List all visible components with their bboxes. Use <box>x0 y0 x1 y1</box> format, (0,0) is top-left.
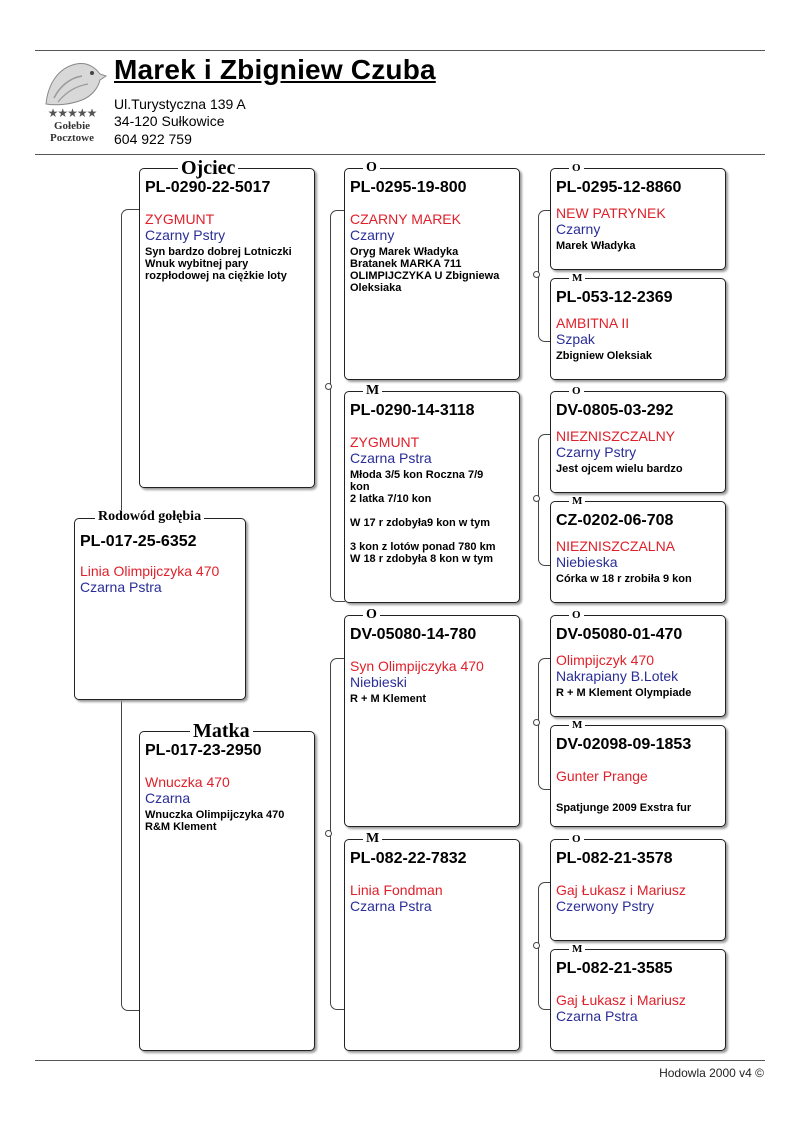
connector-dot <box>325 383 332 390</box>
great-grandparent-card-mff[interactable] <box>550 609 726 717</box>
bird-description: Spatjunge 2009 Exstra fur <box>556 802 692 814</box>
bird-name: Gaj Łukasz i Mariusz <box>556 882 686 898</box>
card-label: Rodowód gołębia <box>95 510 204 524</box>
paternal-grandfather-card[interactable] <box>344 160 520 380</box>
bird-description: Zbigniew Oleksiak <box>556 350 652 362</box>
card-label: M <box>569 720 585 731</box>
bird-description: Oryg Marek Władyka Bratanek MARKA 711 OLIMPIJCZYKA U Zbigniewa Oleksiaka <box>350 246 500 294</box>
card-label: M <box>569 273 585 284</box>
bird-description: Wnuczka Olimpijczyka 470 R&M Klement <box>145 809 285 833</box>
card-label: O <box>569 163 584 174</box>
bird-color: Szpak <box>556 331 595 347</box>
bird-description: Córka w 18 r zrobiła 9 kon <box>556 573 692 585</box>
card-label: O <box>569 386 584 397</box>
card-label: M <box>363 384 382 398</box>
ring-number: PL-017-23-2950 <box>145 742 262 759</box>
ring-number: PL-082-22-7832 <box>350 850 467 867</box>
footer-rule <box>35 1060 765 1061</box>
card-label: Matka <box>190 721 253 741</box>
top-rule <box>35 50 765 51</box>
logo-stars: ★★★★★ <box>47 106 97 120</box>
card-label: O <box>363 608 380 622</box>
header-rule <box>35 154 765 155</box>
bird-color: Czarna Pstra <box>350 450 432 466</box>
footer-credit: Hodowla 2000 v4 © <box>659 1066 764 1080</box>
logo-line2: Pocztowe <box>50 132 94 144</box>
bird-color: Czarny Pstry <box>556 444 637 460</box>
bird-description: Marek Władyka <box>556 240 636 252</box>
ring-number: PL-017-25-6352 <box>80 533 197 550</box>
ring-number: PL-082-21-3585 <box>556 960 673 977</box>
maternal-grandfather-card[interactable] <box>344 607 520 827</box>
bird-name: NIEZNISZCZALNA <box>556 538 676 554</box>
bird-color: Czarna Pstra <box>80 579 162 595</box>
bird-color: Czarna Pstra <box>350 898 432 914</box>
bird-name: Wnuczka 470 <box>145 774 230 790</box>
great-grandparent-card-mmf[interactable] <box>550 833 726 941</box>
bird-name: Gunter Prange <box>556 768 648 784</box>
bird-color: Czarny <box>556 221 601 237</box>
bird-name: Linia Olimpijczyka 470 <box>80 563 220 579</box>
bird-description: R + M Klement Olympiade <box>556 687 692 699</box>
maternal-grandmother-card[interactable] <box>344 831 520 1051</box>
great-grandparent-card-mfm[interactable] <box>550 719 726 827</box>
breeder-name: Marek i Zbigniew Czuba <box>114 54 436 85</box>
card-label: O <box>569 610 584 621</box>
ring-number: DV-05080-01-470 <box>556 626 683 643</box>
pedigree-root-card[interactable] <box>74 509 246 700</box>
ring-number: CZ-0202-06-708 <box>556 512 674 529</box>
bird-color: Czarna Pstra <box>556 1008 638 1024</box>
mother-card[interactable] <box>139 720 315 1051</box>
paternal-grandmother-card[interactable] <box>344 383 520 603</box>
connector-dot <box>533 942 540 949</box>
card-label: M <box>569 496 585 507</box>
pigeon-icon <box>36 58 108 108</box>
bird-description: Jest ojcem wielu bardzo <box>556 463 683 475</box>
phone-number: 604 922 759 <box>114 131 192 147</box>
bird-name: NIEZNISZCZALNY <box>556 428 676 444</box>
bird-color: Niebieski <box>350 674 407 690</box>
address-city: 34-120 Sułkowice <box>114 113 225 129</box>
bird-name: NEW PATRYNEK <box>556 205 666 221</box>
great-grandparent-card-fff[interactable] <box>550 162 726 270</box>
bird-name: Linia Fondman <box>350 882 443 898</box>
great-grandparent-card-fmf[interactable] <box>550 385 726 493</box>
connector-father <box>330 210 345 602</box>
great-grandparent-card-fmm[interactable] <box>550 495 726 603</box>
bird-name: Syn Olimpijczyka 470 <box>350 658 484 674</box>
card-label: M <box>569 944 585 955</box>
bird-color: Czarny <box>350 227 395 243</box>
bird-name: ZYGMUNT <box>145 211 215 227</box>
card-label: M <box>363 832 382 846</box>
connector-dot <box>325 830 332 837</box>
bird-description: Młoda 3/5 kon Roczna 7/9 kon 2 latka 7/10 kon W 17 r zdobyła9 kon w tym 3 kon z lotów ponad 780 km W 18 r zdobyła 8 kon w tym <box>350 469 496 565</box>
ring-number: DV-05080-14-780 <box>350 626 477 643</box>
great-grandparent-card-ffm[interactable] <box>550 272 726 380</box>
father-card[interactable] <box>139 157 315 488</box>
connector-dot <box>533 495 540 502</box>
bird-name: ZYGMUNT <box>350 434 420 450</box>
ring-number: DV-02098-09-1853 <box>556 736 692 753</box>
ring-number: PL-0290-14-3118 <box>350 402 475 419</box>
bird-name: Gaj Łukasz i Mariusz <box>556 992 686 1008</box>
connector-dot <box>533 719 540 726</box>
bird-color: Niebieska <box>556 554 618 570</box>
bird-color: Czarna <box>145 790 191 806</box>
ring-number: PL-0290-22-5017 <box>145 179 271 196</box>
bird-color: Nakrapiany B.Lotek <box>556 668 679 684</box>
card-label: O <box>569 834 584 845</box>
connector-mother <box>330 658 345 1010</box>
bird-description: Syn bardzo dobrej Lotniczki Wnuk wybitnej pary rozpłodowej na ciężkie loty <box>145 246 292 282</box>
logo <box>36 58 108 148</box>
ring-number: PL-082-21-3578 <box>556 850 673 867</box>
bird-name: AMBITNA II <box>556 315 630 331</box>
ring-number: PL-0295-12-8860 <box>556 179 682 196</box>
card-label: O <box>363 161 380 175</box>
great-grandparent-card-mmm[interactable] <box>550 943 726 1051</box>
logo-line1: Gołebie <box>53 120 91 132</box>
connector-dot <box>533 271 540 278</box>
bird-color: Czerwony Pstry <box>556 898 655 914</box>
ring-number: PL-0295-19-800 <box>350 179 467 196</box>
bird-description: R + M Klement <box>350 693 427 705</box>
card-label: Ojciec <box>178 158 238 178</box>
address-street: Ul.Turystyczna 139 A <box>114 96 246 112</box>
bird-color: Czarny Pstry <box>145 227 226 243</box>
ring-number: PL-053-12-2369 <box>556 289 673 306</box>
ring-number: DV-0805-03-292 <box>556 402 674 419</box>
bird-name: CZARNY MAREK <box>350 211 461 227</box>
bird-color <box>556 784 720 798</box>
bird-name: Olimpijczyk 470 <box>556 652 655 668</box>
